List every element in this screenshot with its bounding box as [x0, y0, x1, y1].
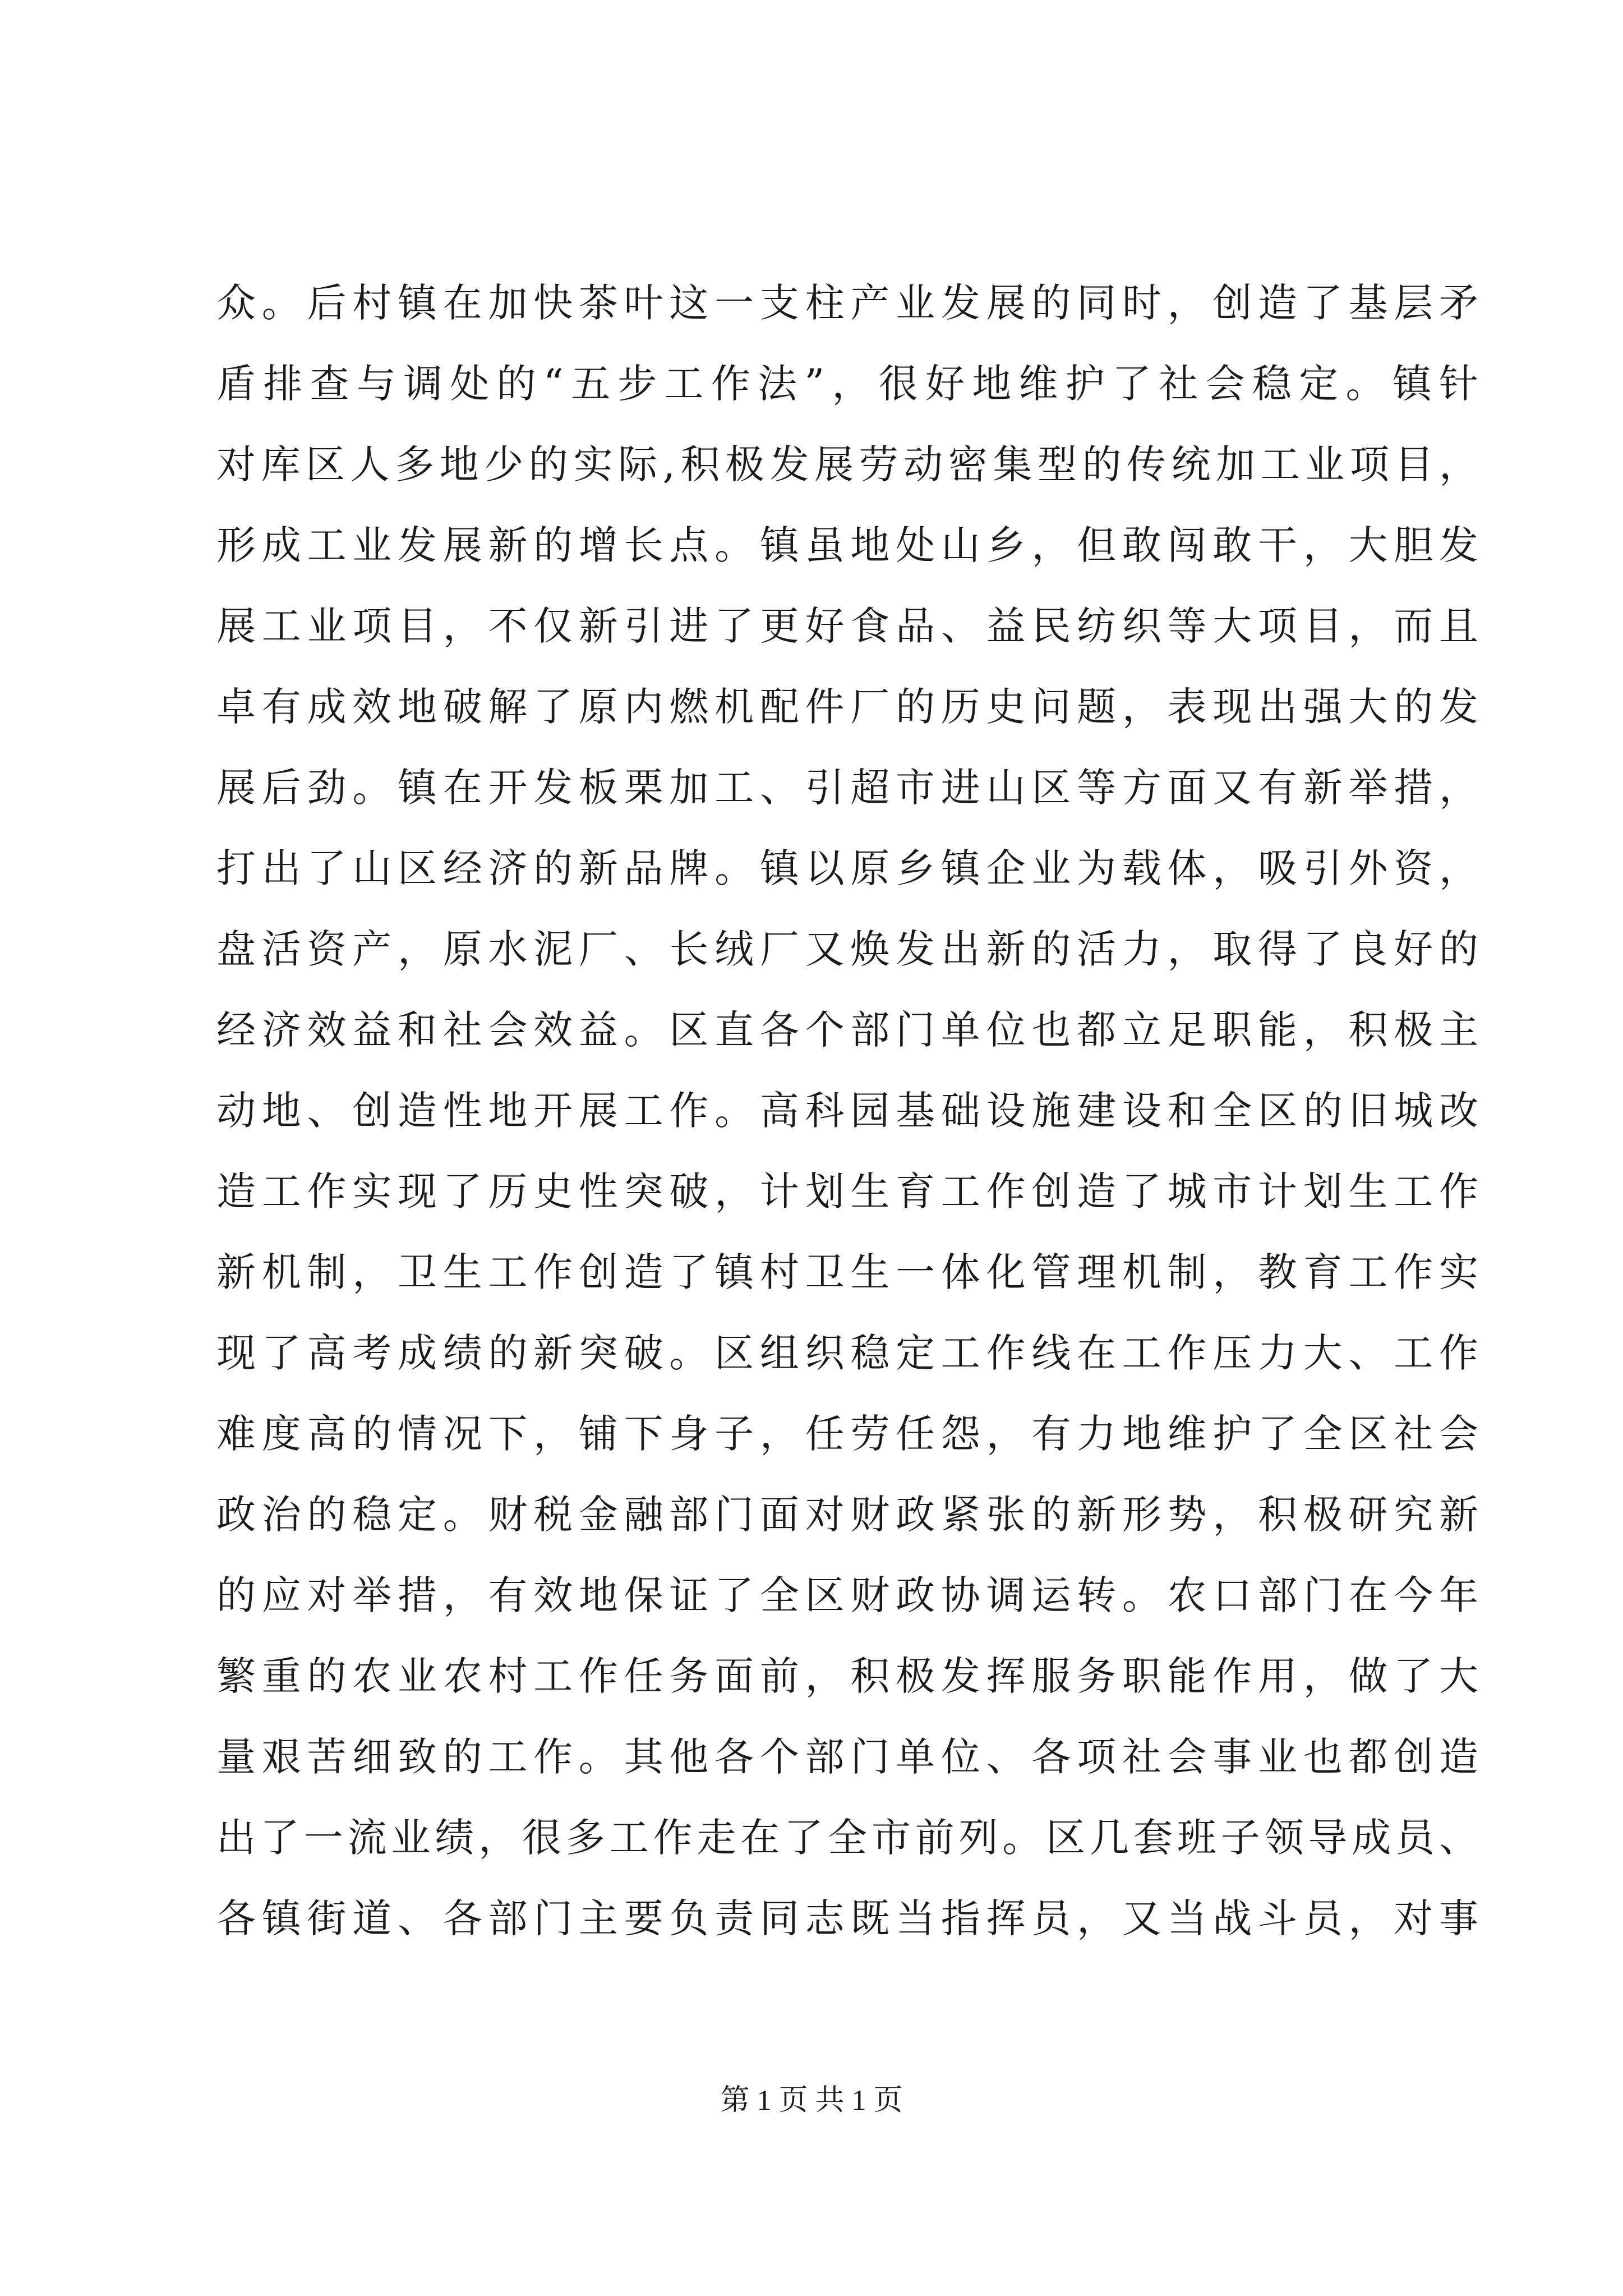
text-line: 新机制，卫生工作创造了镇村卫生一体化管理机制，教育工作实	[216, 1249, 1478, 1295]
text-line: 动地、创造性地开展工作。高科园基础设施建设和全区的旧城改	[216, 1088, 1478, 1134]
text-line: 展工业项目，不仅新引进了更好食品、益民纺织等大项目，而且	[216, 603, 1478, 649]
text-line: 现了高考成绩的新突破。区组织稳定工作线在工作压力大、工作	[216, 1330, 1478, 1376]
text-line: 量艰苦细致的工作。其他各个部门单位、各项社会事业也都创造	[216, 1734, 1478, 1780]
body-paragraph	[216, 263, 1478, 1959]
text-line: 展后劲。镇在开发板栗加工、引超市进山区等方面又有新举措，	[216, 765, 1478, 811]
text-line: 造工作实现了历史性突破，计划生育工作创造了城市计划生工作	[216, 1168, 1478, 1214]
text-line: 打出了山区经济的新品牌。镇以原乡镇企业为载体，吸引外资，	[216, 845, 1478, 891]
text-line: 出了一流业绩，很多工作走在了全市前列。区几套班子领导成员、	[216, 1815, 1478, 1861]
text-line: 的应对举措，有效地保证了全区财政协调运转。农口部门在今年	[216, 1572, 1478, 1618]
text-line: 难度高的情况下，铺下身子，任劳任怨，有力地维护了全区社会	[216, 1411, 1478, 1457]
text-line: 对库区人多地少的实际,积极发展劳动密集型的传统加工业项目，	[216, 441, 1478, 487]
text-line: 众。后村镇在加快茶叶这一支柱产业发展的同时，创造了基层矛	[216, 280, 1478, 326]
text-line: 盘活资产，原水泥厂、长绒厂又焕发出新的活力，取得了良好的	[216, 926, 1478, 972]
text-line: 经济效益和社会效益。区直各个部门单位也都立足职能，积极主	[216, 1007, 1478, 1053]
text-line: 盾排查与调处的“五步工作法”，很好地维护了社会稳定。镇针	[216, 361, 1478, 407]
text-line: 各镇街道、各部门主要负责同志既当指挥员，又当战斗员，对事	[216, 1895, 1478, 1941]
text-line: 政治的稳定。财税金融部门面对财政紧张的新形势，积极研究新	[216, 1492, 1478, 1538]
page-number-footer: 第 1 页 共 1 页	[720, 2085, 903, 2116]
text-line: 繁重的农业农村工作任务面前，积极发挥服务职能作用，做了大	[216, 1653, 1478, 1699]
text-line: 形成工业发展新的增长点。镇虽地处山乡，但敢闯敢干，大胆发	[216, 522, 1478, 568]
text-line: 卓有成效地破解了原内燃机配件厂的历史问题，表现出强大的发	[216, 684, 1478, 730]
